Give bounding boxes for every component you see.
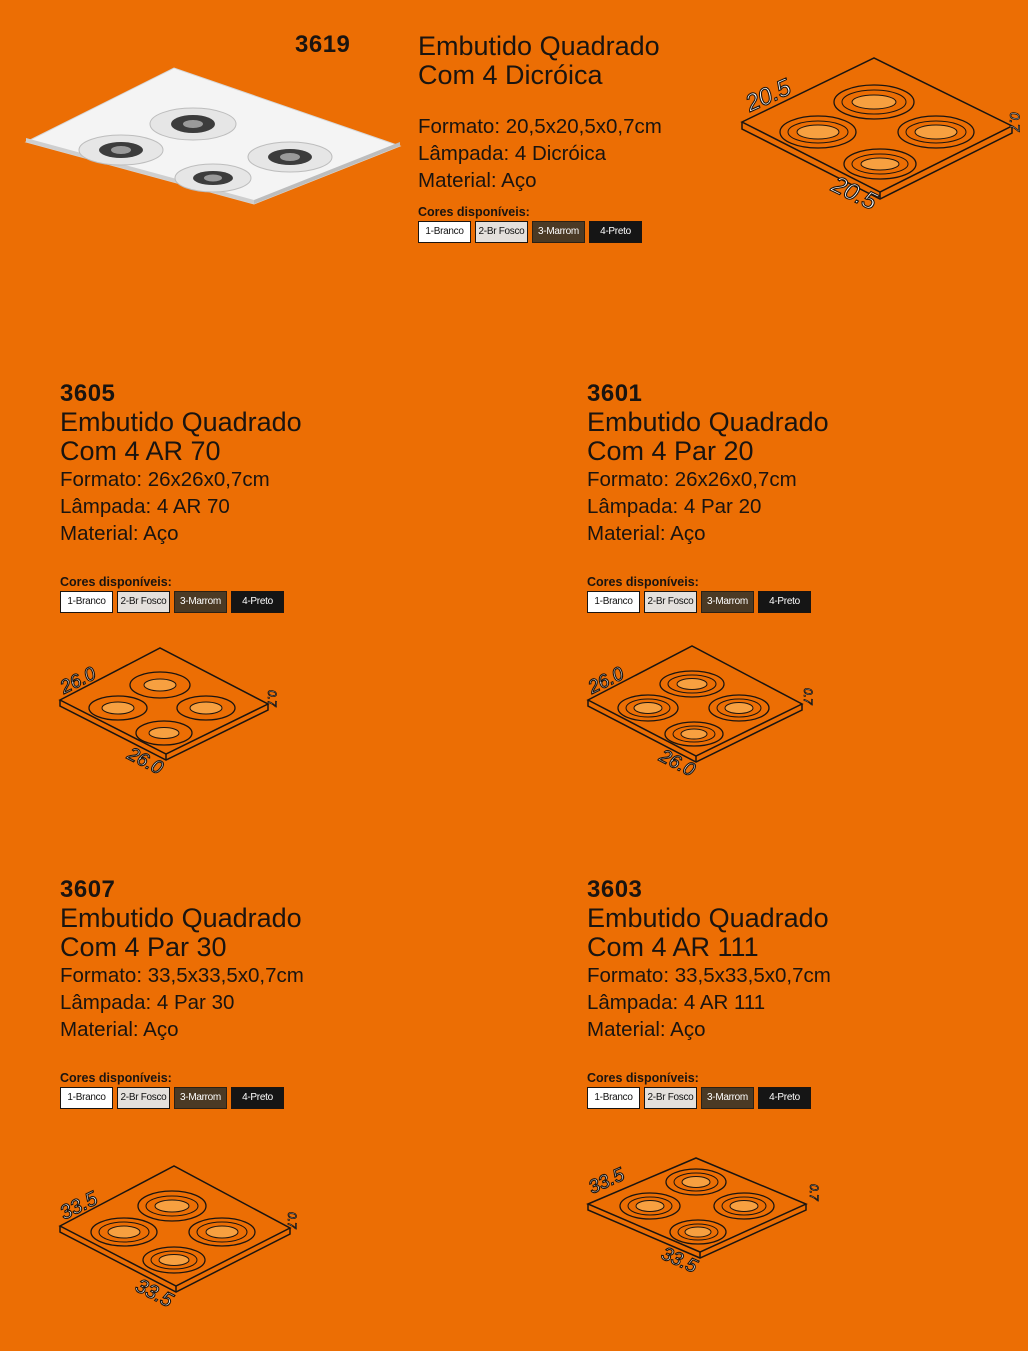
lamp-outline-icon bbox=[618, 695, 678, 721]
dimension-depth: 0.7 bbox=[807, 1184, 821, 1201]
colors-label: Cores disponíveis: bbox=[587, 1071, 699, 1085]
dimension-side-a: 20.5 bbox=[741, 73, 796, 118]
swatch-br-fosco: 2-Br Fosco bbox=[117, 1087, 170, 1109]
lamp-outline-icon bbox=[177, 696, 235, 720]
product-title-line: Com 4 AR 111 bbox=[587, 932, 759, 962]
swatch-br-fosco: 2-Br Fosco bbox=[644, 591, 697, 613]
lamp-outline-icon bbox=[670, 1220, 726, 1244]
color-swatches bbox=[60, 591, 302, 613]
dimension-diagram-3603 bbox=[584, 1154, 824, 1284]
spec-formato: Formato: 26x26x0,7cm bbox=[60, 468, 270, 491]
product-info-3601 bbox=[587, 380, 829, 613]
product-info-3605 bbox=[60, 380, 302, 613]
product-title-line: Com 4 Dicróica bbox=[418, 60, 603, 90]
spec-lampada: Lâmpada: 4 Dicróica bbox=[418, 142, 607, 165]
lamp-outline-icon bbox=[89, 696, 147, 720]
colors-label: Cores disponíveis: bbox=[418, 205, 530, 219]
swatch-preto: 4-Preto bbox=[758, 591, 811, 613]
spec-formato: Formato: 33,5x33,5x0,7cm bbox=[587, 964, 831, 987]
swatch-branco: 1-Branco bbox=[60, 591, 113, 613]
spec-material: Material: Aço bbox=[60, 522, 179, 545]
swatch-branco: 1-Branco bbox=[587, 591, 640, 613]
dimension-side-a: 26.0 bbox=[56, 663, 100, 699]
lamp-spot-icon bbox=[79, 135, 163, 165]
lamp-outline-icon bbox=[714, 1193, 774, 1219]
swatch-preto: 4-Preto bbox=[231, 591, 284, 613]
product-title-line: Com 4 Par 30 bbox=[60, 932, 227, 962]
swatch-marrom: 3-Marrom bbox=[701, 591, 754, 613]
swatch-marrom: 3-Marrom bbox=[532, 221, 585, 243]
product-title-line: Embutido Quadrado bbox=[60, 407, 302, 437]
product-title-line: Embutido Quadrado bbox=[60, 903, 302, 933]
colors-label: Cores disponíveis: bbox=[587, 575, 699, 589]
product-info-3607 bbox=[60, 876, 304, 1109]
swatch-marrom: 3-Marrom bbox=[174, 591, 227, 613]
product-code: 3603 bbox=[587, 876, 643, 903]
spec-lampada: Lâmpada: 4 AR 70 bbox=[60, 495, 230, 518]
lamp-outline-icon bbox=[898, 116, 974, 148]
swatch-br-fosco: 2-Br Fosco bbox=[117, 591, 170, 613]
lamp-outline-icon bbox=[780, 116, 856, 148]
dimension-side-a: 33.5 bbox=[56, 1187, 102, 1225]
product-title-line: Com 4 AR 70 bbox=[60, 436, 221, 466]
swatch-branco: 1-Branco bbox=[587, 1087, 640, 1109]
spec-lampada: Lâmpada: 4 Par 30 bbox=[60, 991, 235, 1014]
spec-formato: Formato: 26x26x0,7cm bbox=[587, 468, 797, 491]
spec-formato: Formato: 33,5x33,5x0,7cm bbox=[60, 964, 304, 987]
spec-material: Material: Aço bbox=[60, 1018, 179, 1041]
lamp-outline-icon bbox=[130, 672, 190, 698]
product-code: 3619 bbox=[295, 31, 351, 58]
product-code: 3601 bbox=[587, 380, 643, 407]
product-title-line: Embutido Quadrado bbox=[587, 407, 829, 437]
dimension-depth: 0.7 bbox=[265, 690, 279, 707]
dimension-side-b: 26.0 bbox=[655, 745, 699, 782]
spec-material: Material: Aço bbox=[418, 169, 537, 192]
lamp-outline-icon bbox=[136, 721, 192, 745]
product-title-line: Embutido Quadrado bbox=[418, 31, 660, 61]
swatch-preto: 4-Preto bbox=[758, 1087, 811, 1109]
spec-material: Material: Aço bbox=[587, 1018, 706, 1041]
swatch-preto: 4-Preto bbox=[231, 1087, 284, 1109]
spec-lampada: Lâmpada: 4 AR 111 bbox=[587, 991, 766, 1014]
lamp-outline-icon bbox=[844, 149, 916, 179]
dimension-diagram-3605 bbox=[56, 644, 282, 780]
product-info-3603 bbox=[587, 876, 831, 1109]
lamp-outline-icon bbox=[143, 1247, 205, 1273]
product-code: 3605 bbox=[60, 380, 116, 407]
dimension-side-b: 33.5 bbox=[657, 1243, 701, 1278]
spec-formato: Formato: 20,5x20,5x0,7cm bbox=[418, 115, 662, 138]
lamp-outline-icon bbox=[189, 1218, 255, 1246]
product-photo-3619 bbox=[22, 64, 402, 206]
dimension-depth: 0.7 bbox=[1007, 112, 1023, 132]
spec-lampada: Lâmpada: 4 Par 20 bbox=[587, 495, 762, 518]
lamp-spot-icon bbox=[150, 108, 236, 140]
color-swatches bbox=[418, 221, 662, 243]
product-title-line: Com 4 Par 20 bbox=[587, 436, 754, 466]
lamp-spot-icon bbox=[175, 164, 251, 192]
lamp-outline-icon bbox=[91, 1218, 157, 1246]
swatch-br-fosco: 2-Br Fosco bbox=[475, 221, 528, 243]
swatch-marrom: 3-Marrom bbox=[701, 1087, 754, 1109]
swatch-branco: 1-Branco bbox=[418, 221, 471, 243]
dimension-side-a: 33.5 bbox=[585, 1164, 628, 1199]
lamp-outline-icon bbox=[834, 85, 914, 119]
product-code: 3607 bbox=[60, 876, 116, 903]
color-swatches bbox=[587, 591, 829, 613]
lamp-spot-icon bbox=[248, 142, 332, 172]
lamp-outline-icon bbox=[138, 1191, 206, 1221]
lamp-outline-icon bbox=[666, 1169, 726, 1195]
swatch-branco: 1-Branco bbox=[60, 1087, 113, 1109]
dimension-diagram-3607 bbox=[56, 1162, 302, 1312]
lamp-outline-icon bbox=[665, 722, 723, 746]
lamp-outline-icon bbox=[620, 1193, 680, 1219]
dimension-diagram-3619 bbox=[738, 52, 1028, 228]
swatch-br-fosco: 2-Br Fosco bbox=[644, 1087, 697, 1109]
dimension-side-b: 20.5 bbox=[827, 171, 882, 216]
dimension-side-a: 26.0 bbox=[584, 663, 628, 699]
spec-material: Material: Aço bbox=[587, 522, 706, 545]
dimension-side-b: 33.5 bbox=[131, 1274, 177, 1312]
product-info-3619 bbox=[418, 32, 662, 243]
swatch-preto: 4-Preto bbox=[589, 221, 642, 243]
lamp-outline-icon bbox=[709, 695, 769, 721]
lamp-outline-icon bbox=[660, 671, 724, 697]
dimension-diagram-3601 bbox=[584, 642, 816, 784]
product-title-line: Embutido Quadrado bbox=[587, 903, 829, 933]
colors-label: Cores disponíveis: bbox=[60, 1071, 172, 1085]
dimension-depth: 0.7 bbox=[285, 1212, 299, 1229]
dimension-depth: 0.7 bbox=[801, 688, 815, 705]
color-swatches bbox=[587, 1087, 831, 1109]
colors-label: Cores disponíveis: bbox=[60, 575, 172, 589]
dimension-side-b: 26.0 bbox=[123, 743, 167, 780]
color-swatches bbox=[60, 1087, 304, 1109]
swatch-marrom: 3-Marrom bbox=[174, 1087, 227, 1109]
